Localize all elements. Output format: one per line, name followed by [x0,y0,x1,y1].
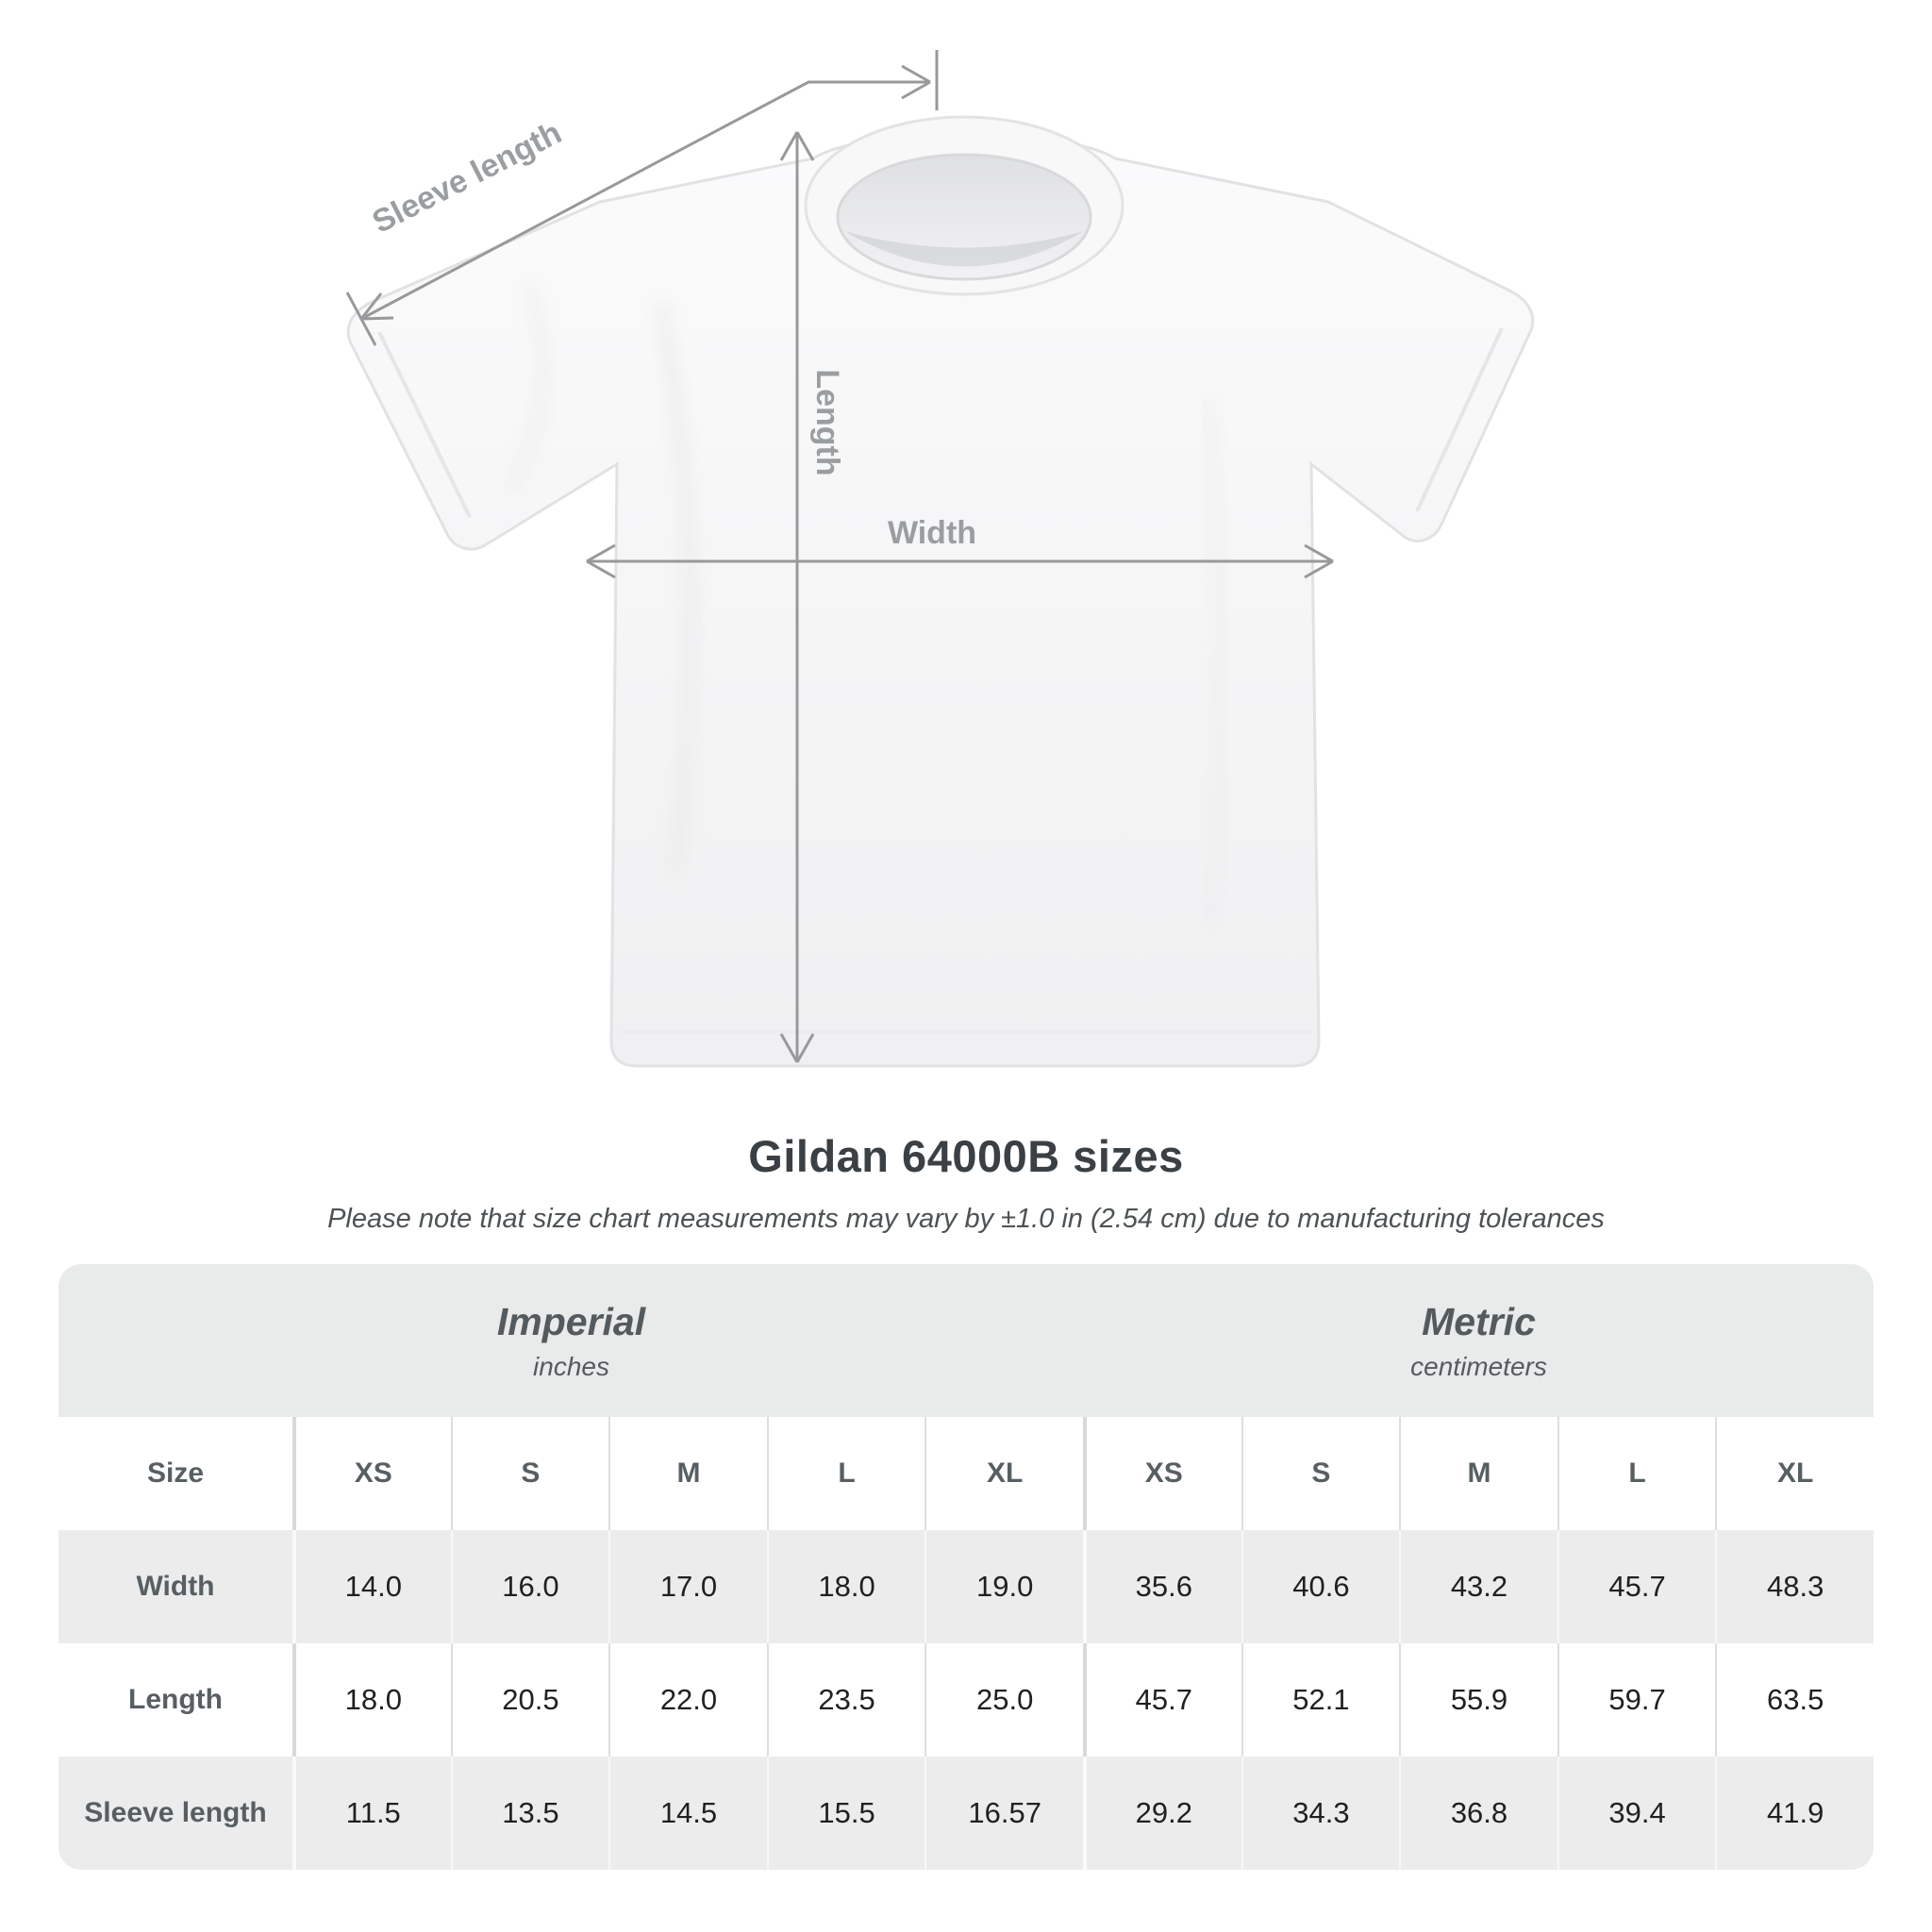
row-label: Sleeve length [84,1797,267,1828]
metric-value-cell: 39.4 [1557,1757,1716,1870]
imperial-value-cell: 19.0 [924,1530,1083,1643]
metric-size-header: M [1399,1417,1557,1530]
imperial-size-header: L [767,1417,925,1530]
imperial-size-header: M [608,1417,767,1530]
size-table [58,1264,1874,1870]
imperial-sublabel: inches [533,1351,609,1381]
metric-value-cell: 29.2 [1083,1757,1241,1870]
metric-size-header: S [1241,1417,1400,1530]
measurement-row [58,1643,1874,1757]
metric-label: Metric [1422,1299,1536,1343]
imperial-value-cell: 15.5 [767,1757,925,1870]
imperial-value-cell: 22.0 [608,1643,767,1757]
metric-value-cell: 40.6 [1241,1530,1400,1643]
metric-value-cell: 63.5 [1715,1643,1874,1757]
length-label: Length [809,369,845,476]
imperial-value-cell: 20.5 [451,1643,609,1757]
unit-header-band [58,1264,1874,1417]
imperial-size-header: XS [292,1417,451,1530]
imperial-value-cell: 25.0 [924,1643,1083,1757]
size-corner-header: Size [146,1457,205,1489]
metric-size-header: XS [1083,1417,1241,1530]
metric-value-cell: 52.1 [1241,1643,1400,1757]
imperial-size-header: S [451,1417,609,1530]
imperial-value-cell: 11.5 [292,1757,451,1870]
metric-value-cell: 35.6 [1083,1530,1241,1643]
measurement-row [58,1757,1874,1870]
size-table-grid [58,1417,1874,1870]
metric-value-cell: 59.7 [1557,1643,1716,1757]
metric-size-header: L [1557,1417,1716,1530]
page-title: Gildan 64000B sizes [748,1131,1184,1181]
metric-value-cell: 48.3 [1715,1530,1874,1643]
metric-sublabel: centimeters [1410,1351,1547,1381]
tshirt-image [348,114,1533,1066]
metric-value-cell: 45.7 [1083,1643,1241,1757]
row-label: Length [128,1684,223,1715]
metric-value-cell: 43.2 [1399,1530,1557,1643]
metric-size-header: XL [1715,1417,1874,1530]
metric-value-cell: 41.9 [1715,1757,1874,1870]
imperial-value-cell: 17.0 [608,1530,767,1643]
width-label: Width [887,515,977,551]
metric-value-cell: 45.7 [1557,1530,1716,1643]
sleeve-length-label: Sleeve length [366,114,568,241]
size-header-row [58,1417,1874,1530]
imperial-value-cell: 18.0 [767,1530,925,1643]
imperial-value-cell: 14.5 [608,1757,767,1870]
tolerance-note: Please note that size chart measurements may vary by ±1.0 in (2.54 cm) due to manufacturing tolerances [327,1204,1605,1234]
metric-value-cell: 34.3 [1241,1757,1400,1870]
imperial-value-cell: 14.0 [292,1530,451,1643]
metric-unit-header [1084,1264,1874,1417]
imperial-value-cell: 18.0 [292,1643,451,1757]
imperial-value-cell: 16.57 [924,1757,1083,1870]
imperial-unit-header [58,1264,1084,1417]
metric-value-cell: 55.9 [1399,1643,1557,1757]
imperial-value-cell: 23.5 [767,1643,925,1757]
imperial-value-cell: 13.5 [451,1757,609,1870]
imperial-value-cell: 16.0 [451,1530,609,1643]
metric-value-cell: 36.8 [1399,1757,1557,1870]
imperial-size-header: XL [924,1417,1083,1530]
row-label: Width [136,1571,215,1602]
imperial-label: Imperial [496,1299,646,1343]
measurement-row [58,1530,1874,1643]
